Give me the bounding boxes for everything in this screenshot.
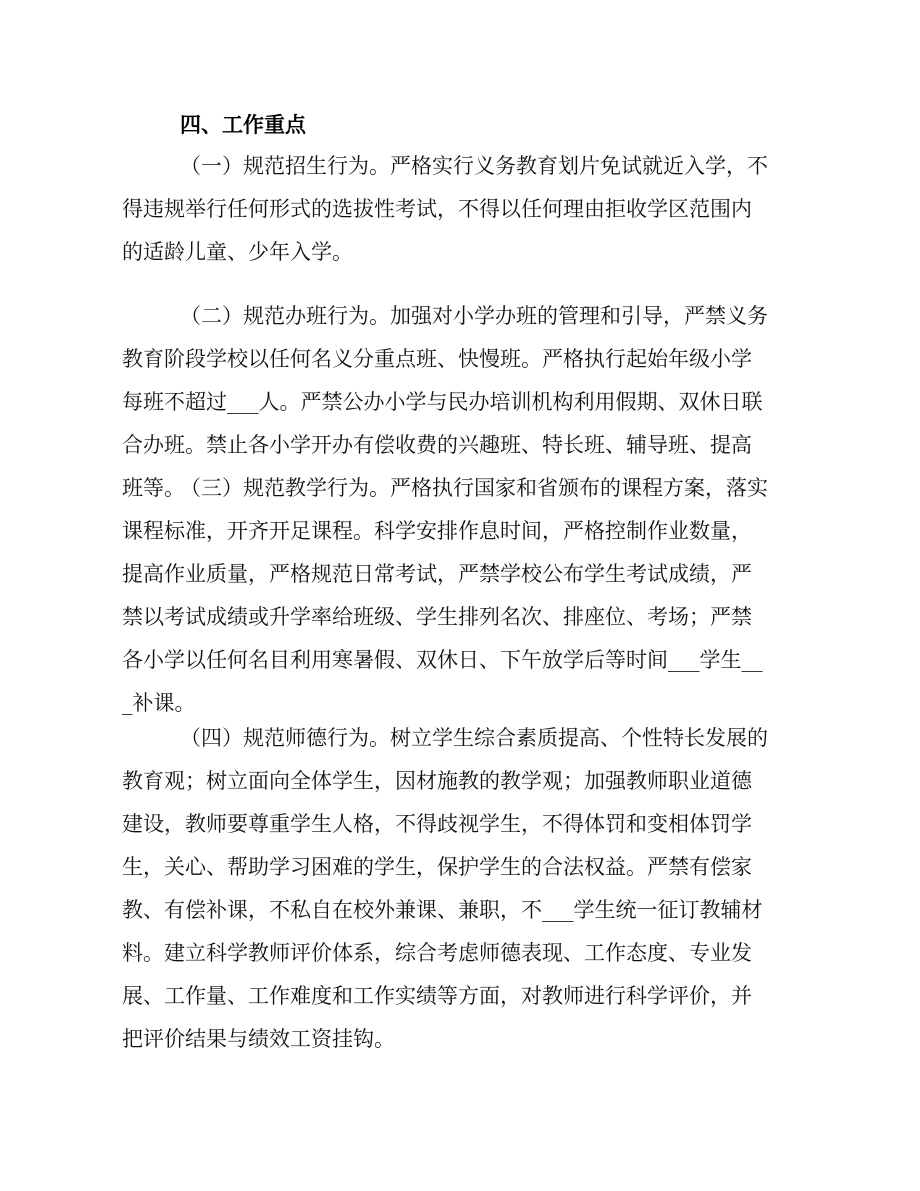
paragraph-enrollment bbox=[122, 145, 780, 274]
paragraph-line: 得违规举行任何形式的选拔性考试，不得以任何理由拒收学区范围内 bbox=[122, 197, 752, 221]
paragraph-line: 料。建立科学教师评价体系，综合考虑师德表现、工作态度、专业发 bbox=[122, 941, 752, 965]
paragraph-line: 教育阶段学校以任何名义分重点班、快慢班。严格执行起始年级小学 bbox=[122, 347, 752, 371]
paragraph-line: 每班不超过___人。严禁公办小学与民办培训机构利用假期、双休日联 bbox=[122, 390, 763, 414]
paragraph-line: 班等。 bbox=[122, 476, 185, 500]
paragraph-line: （四）规范师德行为。树立学生综合素质提高、个性特长发展的 bbox=[180, 726, 768, 750]
paragraph-line: 的适龄儿童、少年入学。 bbox=[122, 240, 353, 264]
paragraph-ethics bbox=[122, 717, 780, 1061]
paragraph-line: 建设，教师要尊重学生人格，不得歧视学生，不得体罚和变相体罚学 bbox=[122, 812, 752, 836]
paragraph-line: 各小学以任何名目利用寒暑假、双休日、下午放学后等时间___学生__ bbox=[122, 648, 763, 672]
paragraph-line: （一）规范招生行为。严格实行义务教育划片免试就近入学，不 bbox=[180, 154, 768, 178]
paragraph-line: 教、有偿补课，不私自在校外兼课、兼职，不___学生统一征订教辅材 bbox=[122, 898, 763, 922]
paragraph-line: 禁以考试成绩或升学率给班级、学生排列名次、排座位、考场；严禁 bbox=[122, 605, 752, 629]
section-heading: 四、工作重点 bbox=[180, 113, 306, 137]
paragraph-line: （二）规范办班行为。加强对小学办班的管理和引导，严禁义务 bbox=[180, 304, 768, 328]
paragraph-line: 生，关心、帮助学习困难的学生，保护学生的合法权益。严禁有偿家 bbox=[122, 855, 752, 879]
paragraph-line: 把评价结果与绩效工资挂钩。 bbox=[122, 1027, 395, 1051]
paragraph-line: 教育观；树立面向全体学生，因材施教的教学观；加强教师职业道德 bbox=[122, 769, 752, 793]
paragraph-line: _补课。 bbox=[122, 691, 196, 715]
paragraph-line: （三）规范教学行为。严格执行国家和省颁布的课程方案，落实 bbox=[180, 476, 768, 500]
paragraph-line: 展、工作量、工作难度和工作实绩等方面，对教师进行科学评价，并 bbox=[122, 984, 752, 1008]
paragraph-line: 课程标准，开齐开足课程。科学安排作息时间，严格控制作业数量， bbox=[122, 519, 752, 543]
paragraph-line: 合办班。禁止各小学开办有偿收费的兴趣班、特长班、辅导班、提高 bbox=[122, 433, 752, 457]
paragraph-line: 提高作业质量，严格规范日常考试，严禁学校公布学生考试成绩，严 bbox=[122, 562, 752, 586]
